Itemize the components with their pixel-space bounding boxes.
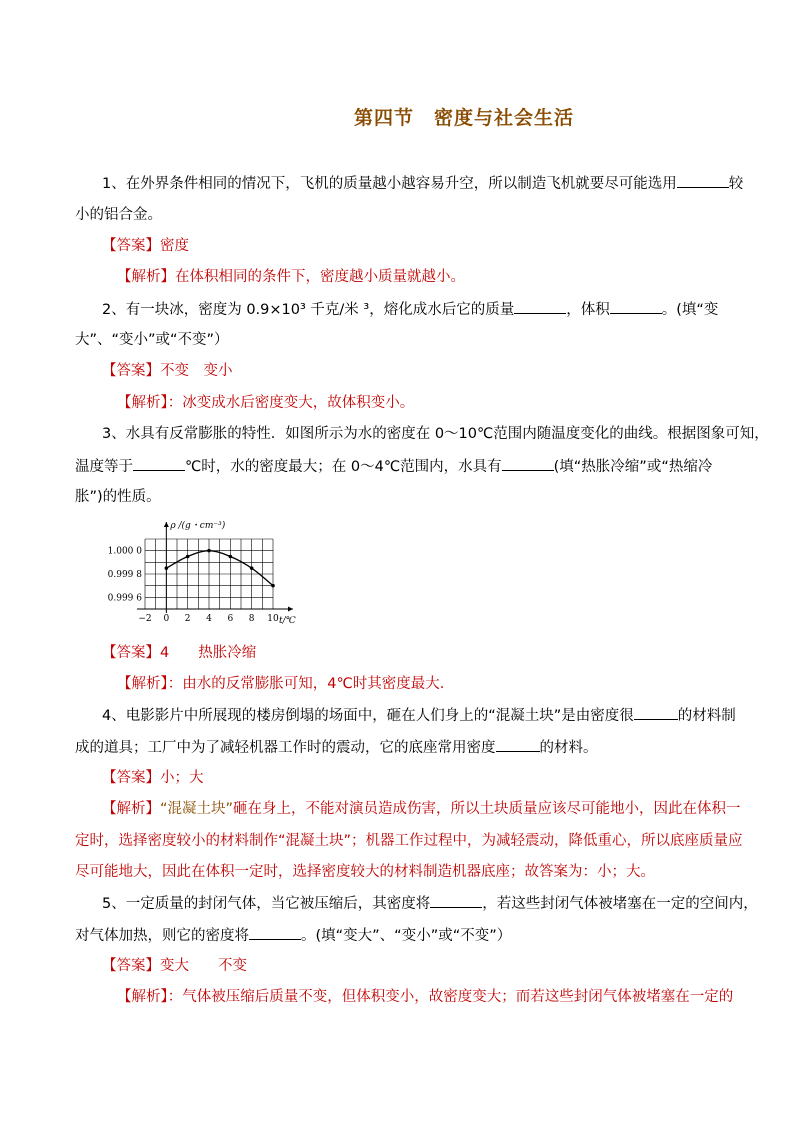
page-title: 第四节 密度与社会生活 xyxy=(353,107,574,129)
q3-explanation: 【解析】：由水的反常膨胀可知，4℃时其密度最大. xyxy=(117,676,445,692)
q4-answer: 【答案】小；大 xyxy=(102,770,204,786)
x-tick-label: 10 xyxy=(267,614,279,624)
q3-blank-2[interactable] xyxy=(502,456,554,471)
q1-blank[interactable] xyxy=(677,173,729,188)
x-tick-label: 0 xyxy=(163,614,170,624)
q4-explanation-2: 定时，选择密度较小的材料制作“混凝土块”；机器工作过程中，为减轻震动，降低重心，所以底座质量应 xyxy=(75,833,743,849)
q1-line-1: 1、在外界条件相同的情况下，飞机的质量越小越容易升空，所以制造飞机就要尽可能选用 较 xyxy=(102,173,743,194)
x-tick-label: 8 xyxy=(248,614,255,624)
q4-line-1: 4、电影影片中所展现的楼房倒塌的场面中，砸在人们身上的“混凝土块”是由密度很 的材料制 xyxy=(102,705,736,726)
q5-line-2: 对气体加热，则它的密度将 。(填“变大”、“变小”或“不变”） xyxy=(75,925,511,946)
q3-line-2: 温度等于 ℃时，水的密度最大；在 0～4℃范围内，水具有 (填“热胀冷缩”或“热缩冷 xyxy=(75,456,712,477)
q4-blank-2[interactable] xyxy=(496,737,540,752)
y-tick-label: 0.999 8 xyxy=(107,570,142,580)
x-tick-label: 6 xyxy=(227,614,234,624)
x-axis-arrow xyxy=(288,607,293,612)
q5-blank-1[interactable] xyxy=(430,893,482,908)
y-tick-label: 1.000 0 xyxy=(107,546,142,557)
q4-line-2: 成的道具；工厂中为了减轻机器工作时的震动，它的底座常用密度 的材料。 xyxy=(75,737,598,758)
data-point xyxy=(229,555,233,559)
x-tick-label: 4 xyxy=(206,614,212,624)
chart-ticks xyxy=(108,547,279,624)
q5-answer: 【答案】变大 不变 xyxy=(102,958,247,974)
chart-axes xyxy=(137,522,293,613)
q3-line-1: 3、水具有反常膨胀的特性．如图所示为水的密度在 0～10℃范围内随温度变化的曲线。根据图象可知， xyxy=(102,426,769,442)
q1-answer: 【答案】密度 xyxy=(102,238,189,254)
x-axis-label: t/℃ xyxy=(279,616,296,626)
q2-line-2: 大”、“变小”或“不变”） xyxy=(75,332,229,348)
q2-blank-1[interactable] xyxy=(514,299,566,314)
x-tick-label: 2 xyxy=(184,614,191,624)
q4-explanation-3: 尽可能地大，因此在体积一定时，选择密度较大的材料制造机器底座；故答案为：小；大。 xyxy=(75,864,655,880)
q4-explanation-1: 【解析】“混凝土块”砸在身上，不能对演员造成伤害，所以土块质量应该尽可能地小，因此在体积一 xyxy=(102,801,741,817)
density-temperature-chart xyxy=(95,519,315,629)
q2-line-1: 2、有一块冰，密度为 0.9×10³ 千克/米 ³，熔化成水后它的质量 ，体积 。(填“变 xyxy=(102,299,718,320)
q4-blank-1[interactable] xyxy=(634,705,678,720)
q2-answer: 【答案】不变 变小 xyxy=(102,363,233,379)
data-point xyxy=(250,566,254,570)
q1-line-2: 小的铝合金。 xyxy=(75,207,162,223)
q1-explanation: 【解析】在体积相同的条件下，密度越小质量就越小。 xyxy=(117,269,465,285)
data-point xyxy=(207,549,211,553)
q3-answer: 【答案】4 热胀冷缩 xyxy=(102,645,257,661)
y-axis-label: ρ /(g・cm⁻³) xyxy=(170,521,226,531)
q3-blank-1[interactable] xyxy=(133,456,185,471)
y-axis-arrow xyxy=(164,522,169,527)
q3-line-3: 胀”)的性质。 xyxy=(75,489,161,505)
x-tick-label: −2 xyxy=(138,614,152,624)
data-point xyxy=(165,566,169,570)
q5-explanation: 【解析】：气体被压缩后质量不变，但体积变小，故密度变大；而若这些封闭气体被堵塞在一定的 xyxy=(117,989,734,1005)
data-point xyxy=(186,555,190,559)
q5-blank-2[interactable] xyxy=(249,925,301,940)
data-point xyxy=(271,584,275,588)
q2-blank-2[interactable] xyxy=(610,299,662,314)
y-tick-label: 0.999 6 xyxy=(107,593,142,604)
q5-line-1: 5、一定质量的封闭气体，当它被压缩后，其密度将 ，若这些封闭气体被堵塞在一定的空间内， xyxy=(102,893,758,914)
q2-explanation: 【解析】：冰变成水后密度变大，故体积变小。 xyxy=(117,395,415,411)
